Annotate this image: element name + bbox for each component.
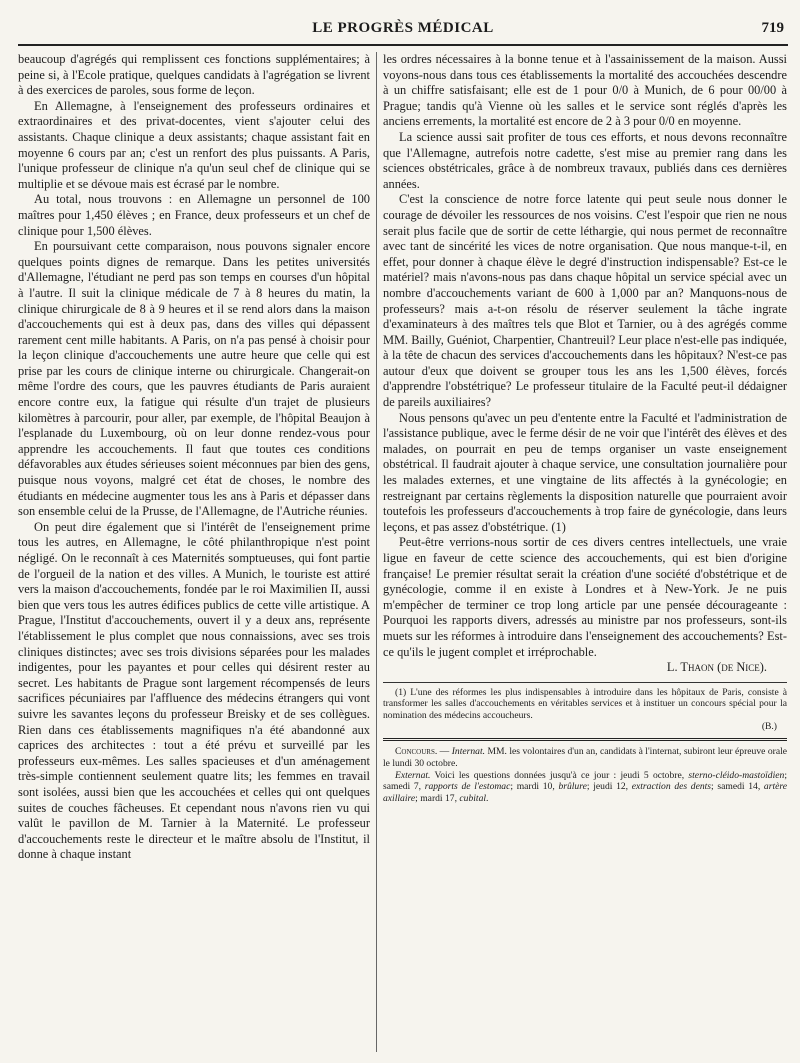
left-column [18, 52, 370, 1052]
footnote-rule [383, 682, 787, 683]
paragraph: Au total, nous trouvons : en Allemagne un personnel de 100 maîtres pour 1,450 élèves ; en France, deux professeurs et un chef de clinique pour 1,500 élèves. [18, 192, 370, 238]
question: brûlure [558, 781, 587, 793]
text: ; mardi 17, [415, 792, 460, 804]
paragraph: En poursuivant cette comparaison, nous pouvons signaler encore quelques points dignes de remarque. Dans les petites universités d'Allemagne, l'étudiant ne perd pas son temps en courses d'un hôpital à l'autre. Il suit la clinique médicale de 7 à 8 heures du matin, la clinique chirurgicale de 8 à 9 heures et il se rend alors dans la maison d'accouchements qui est à deux pas, dans des villes qui dépassent rarement cent mille habitants. A Paris, on n'a pas pensé à choisir pour la leçon clinique d'accouchements une autre heure que celle qui est prise par les cours de clinique interne ou chirurgicale. Changerait-on même l'ordre des cours, que les pauvres étudiants de Paris auraient encore contre eux, la fatigue qui résulte d'un trajet de plusieurs kilomètres à parcourir, pour aller, par exemple, de l'hôpital Beaujon à l'esplanade du Luxembourg, où on leur donne rendez-vous pour apprendre les accouchements. Il faut que toutes ces conditions défavorables aux études sérieuses soient méconnues par bien des gens, puisque nous voyons, malgré cet état de choses, le nombre des étudiants en médecine augmenter tous les ans à Paris et dépasser dans son ensemble celui de la Prusse, de l'Allemagne, de l'Autriche réunies. [18, 239, 370, 519]
dash: — [437, 746, 452, 758]
concours-externat [383, 770, 787, 805]
question: sterno-cléido-mastoïdien [688, 769, 785, 781]
externat-text: Voici les questions données jusqu'à ce jour : jeudi 5 octobre, [430, 769, 689, 781]
section-rule [383, 738, 787, 739]
footnote [383, 687, 787, 733]
concours-notice [383, 746, 787, 804]
paragraph: beaucoup d'agrégés qui remplissent ces fonctions supplémentaires; à peine si, à l'Ecole pratique, quelques candidats à l'agrégation se livrent à des exercices de paroles, sous forme de leçon. [18, 52, 370, 98]
concours-internat [383, 746, 787, 769]
externat-label: Externat. [395, 769, 431, 781]
text: ; samedi 14, [711, 781, 764, 793]
paragraph: les ordres nécessaires à la bonne tenue et à l'assainissement de la maison. Aussi voyons-nous dans tous ces établissements la mortalité des accouchées descendre à un chiffre satisfaisant; elle est de 1 pour 0/0 à Munich, de 6 pour 00/00 à Prague; tandis qu'à Vienne où les salles et le service sont réglés d'après les anciens errements, la mortalité est encore de 2 à 3 pour 0/0 en moyenne. [383, 52, 787, 129]
question: artère axillaire [383, 781, 787, 804]
paragraph: Nous pensons qu'avec un peu d'entente entre la Faculté et l'administration de l'assistance publique, avec le ferme désir de ne voir que l'intérêt des élèves et des malades, on pourrait en peu de temps organiser un vaste enseignement obstétrical. Il faudrait ajouter à chaque service, une consultation journalière pour les malades externes, et une vingtaine de lits affectés à la gynécologie; en restreignant par certains règlements la disposition naturelle que pourraient avoir toutefois les professeurs d'accouchements à trop faire de gynécologie, dans leurs leçons, et pas assez d'obstétrique. (1) [383, 410, 787, 534]
question: extraction des dents [631, 781, 712, 793]
page-number: 719 [761, 20, 784, 36]
signature-text: L. Thaon (de Nice). [666, 660, 767, 675]
internat-text: MM. les volontaires d'un an, candidats à l'internat, subiront leur épreuve orale le lundi 30 octobre. [383, 746, 787, 769]
section-rule [383, 740, 787, 741]
text: . [486, 792, 489, 804]
concours-label: Concours. [395, 746, 438, 758]
journal-title: LE PROGRÈS MÉDICAL [312, 20, 494, 36]
internat-label: Internat. [451, 746, 486, 758]
text: ; samedi 7, [383, 769, 787, 793]
text: ; jeudi 12, [586, 781, 632, 793]
page-header [18, 20, 788, 42]
footnote-signature: (B.) [761, 720, 777, 732]
question: cubital [459, 792, 487, 804]
column-divider [376, 52, 377, 1052]
text: ; mardi 10, [510, 781, 559, 793]
paragraph: Peut-être verrions-nous sortir de ces divers centres intellectuels, une vraie ligue en faveur de cette science des accouchements, qui est bien d'origine française! Le premier résultat serait la création d'une société d'obstétrique et de gynécologie, comme il en existe à Londres et à New-York. Je ne puis m'empêcher de terminer ce trop long article par une pensée décourageante : Pourquoi les rapports divers, adressés au ministre par nos professeurs, sont-ils muets sur les réformes à introduire dans l'enseignement des accouchements? Est-ce qu'ils le jugent complet et irréprochable. [383, 535, 787, 659]
paragraph: La science aussi sait profiter de tous ces efforts, et nous devons reconnaître que l'Allemagne, autrefois notre cadette, s'est mise au premier rang dans les sciences obstétricales, grâce à de nombreux travaux, publiés dans ces dernières années. [383, 129, 787, 191]
footnote-text: (1) L'une des réformes les plus indispensables à introduire dans les hôpitaux de Paris, consiste à transformer les salles d'accouchements en véritables services et à instituer un concours spécial pour la nomination des médecins accoucheurs. [383, 686, 787, 721]
paragraph: On peut dire également que si l'intérêt de l'enseignement prime tous les autres, en Allemagne, le côté philanthropique n'est point négligé. On le reconnaît à ces Maternités somptueuses, qui font partie de l'orgueil de la nation et des villes. A Munich, le touriste est attiré vers la maison d'accouchements, fondée par le roi Maximilien II, aussi bien que vers tous les autres édifices publics de cette ville artistique. A Prague, l'Institut d'accouchements, ouvert il y a deux ans, représente l'établissement le plus complet que nous connaissions, avec ses trois cliniques distinctes; avec ses trois divisions séparées pour les malades indigentes, pour les payantes et pour celles qui désirent rester au secret. Les habitants de Prague sont largement récompensés de leurs sacrifices pécuniaires par l'affluence des médecins étrangers qui vont suivre les savantes leçons du professeur Breisky et de ses collègues. Rien dans ces établissements magnifiques n'a été abandonné aux caprices des architectes : tout a été prévu et surveillé par les professeurs eux-mêmes. Les salles spacieuses et d'un aménagement très-simple contiennent seulement quatre lits; les femmes en travail sont isolées, aussi bien que les accouchées et celles qui ont quelques suites de couches fâcheuses. Et cependant nous n'avons rien vu qui valût le pavillon de M. Tarnier à la Maternité. Le professeur d'accouchements reste le directeur et le maître absolu de l'Institut, il donne à chaque instant [18, 519, 370, 862]
paragraph: C'est la conscience de notre force latente qui peut seule nous donner le courage de dévoiler les ressources de nos voisins. C'est l'espoir que rien ne nous serait plus facile que de sortir de cette léthargie, qui nous permet de reconnaître avec tant de sincérité les vices de notre organisation. Que nous manque-t-il, en effet, pour donner à chaque élève le degré d'instruction indispensable? Est-ce le matériel? mais n'avons-nous pas dans chaque hôpital un service spécial avec un nombre d'accouchements variant de 600 à 1,000 par an? Manquons-nous de professeurs? mais a-t-on résolu de réserver seulement la tâche ingrate d'examinateurs à des maîtres tels que Blot et Tarnier, ou à des agrégés comme MM. Bailly, Guéniot, Charpentier, Chantreuil? Leur place n'est-elle pas indiquée, à la tête de chacun des services d'accouchements dans les hôpitaux? N'est-ce pas autour d'eux que doivent se grouper tous les ans les 1,500 élèves, forcés d'apprendre l'obstétrique? Le professeur titulaire de la Faculté peut-il dédaigner de pareils auxiliaires? [383, 192, 787, 410]
paragraph: En Allemagne, à l'enseignement des professeurs ordinaires et extraordinaires et des privat-docentes, vient s'ajouter celui des assistants. Chaque clinique a deux assistants; chaque assistant fait en moyenne 6 cours par an; c'est un renfort des plus puissants. A Paris, l'unique professeur de clinique n'a qu'un seul chef de clinique qui se multiplie et se dévoue mais est écrasé par le nombre. [18, 98, 370, 191]
header-rule [18, 44, 788, 46]
right-column [383, 52, 787, 1052]
question: rapports de l'estomac [424, 781, 511, 793]
author-signature [383, 660, 787, 676]
